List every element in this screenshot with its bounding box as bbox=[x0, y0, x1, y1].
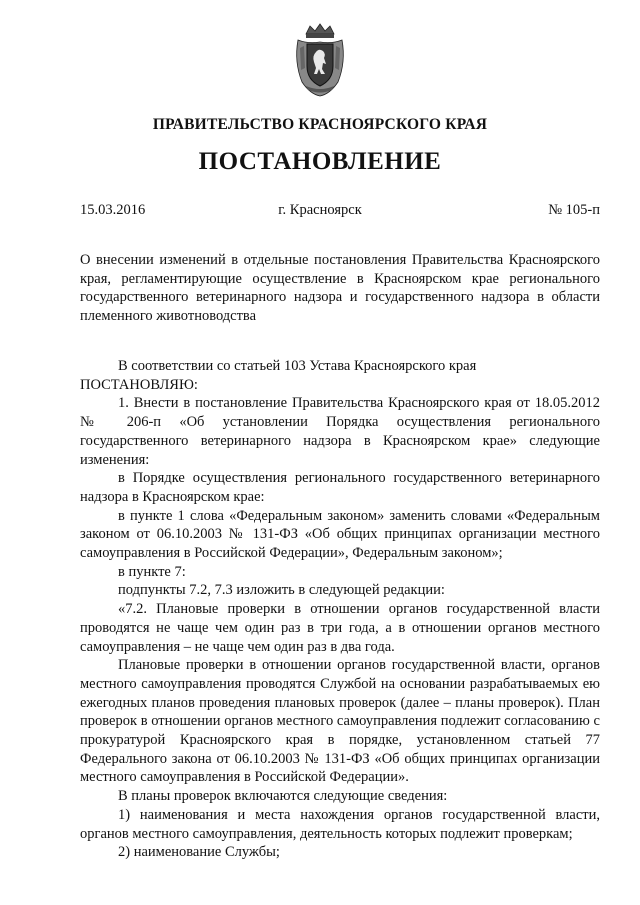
body-paragraph: подпункты 7.2, 7.3 изложить в следующей редакции: bbox=[118, 582, 445, 599]
body-paragraph: Плановые проверки в отношении органов государственной власти, органов местного самоуправления проводятся Службой на основании разрабатываемых ею ежегодных планов проведения плановых проверок (далее – планы проверок). План проверок в отношении органов местного самоуправления подлежит согласованию с прокуратурой Красноярского края в порядке, установленном статьей 77 Федерального закона от 06.10.2003 № 131-ФЗ «Об общих принципах организации местного самоуправления в Российской Федерации». bbox=[80, 657, 600, 786]
document-type-title: ПОСТАНОВЛЕНИЕ bbox=[198, 148, 442, 175]
body-paragraph: в Порядке осуществления регионального государственного ветеринарного надзора в Красноярском крае: bbox=[80, 470, 600, 505]
body-paragraph: 1. Внести в постановление Правительства Красноярского края от 18.05.2012 № 206-п «Об установлении Порядка осуществления регионального государственного ветеринарного надзора в Красноярском крае» следующие изменения: bbox=[80, 395, 600, 468]
document-city: г. Красноярск bbox=[278, 202, 362, 218]
document-number: № 105-п bbox=[548, 202, 600, 218]
body-paragraph: в пункте 1 слова «Федеральным законом» заменить словами «Федеральным законом от 06.10.2003 № 131-ФЗ «Об общих принципах организации местного самоуправления в Российской Федерации», Федеральным законом»; bbox=[80, 507, 600, 562]
document-body bbox=[80, 357, 600, 862]
body-paragraph: «7.2. Плановые проверки в отношении органов государственной власти проводятся не чаще чем один раз в три года, а в отношении органов местного самоуправления – не чаще чем один раз в два года. bbox=[80, 601, 600, 655]
body-paragraph-resolve: ПОСТАНОВЛЯЮ: bbox=[80, 376, 198, 393]
krasnoyarsk-coat-of-arms-icon bbox=[292, 22, 348, 98]
body-paragraph: В соответствии со статьей 103 Устава Красноярского края bbox=[118, 358, 477, 374]
organization-name: ПРАВИТЕЛЬСТВО КРАСНОЯРСКОГО КРАЯ bbox=[152, 116, 488, 133]
body-paragraph: в пункте 7: bbox=[118, 563, 186, 580]
body-paragraph: 1) наименования и места нахождения органов государственной власти, органов местного самоуправления, деятельность которых подлежит проверкам; bbox=[80, 806, 600, 842]
body-paragraph: В планы проверок включаются следующие сведения: bbox=[118, 788, 448, 805]
document-date: 15.03.2016 bbox=[80, 202, 146, 218]
body-paragraph: 2) наименование Службы; bbox=[118, 844, 280, 861]
document-subject: О внесении изменений в отдельные постановления Правительства Красноярского края, регламентирующие осуществление в Красноярском крае регионального государственного ветеринарного надзора и государственного надзора в области племенного животноводства bbox=[80, 252, 600, 324]
